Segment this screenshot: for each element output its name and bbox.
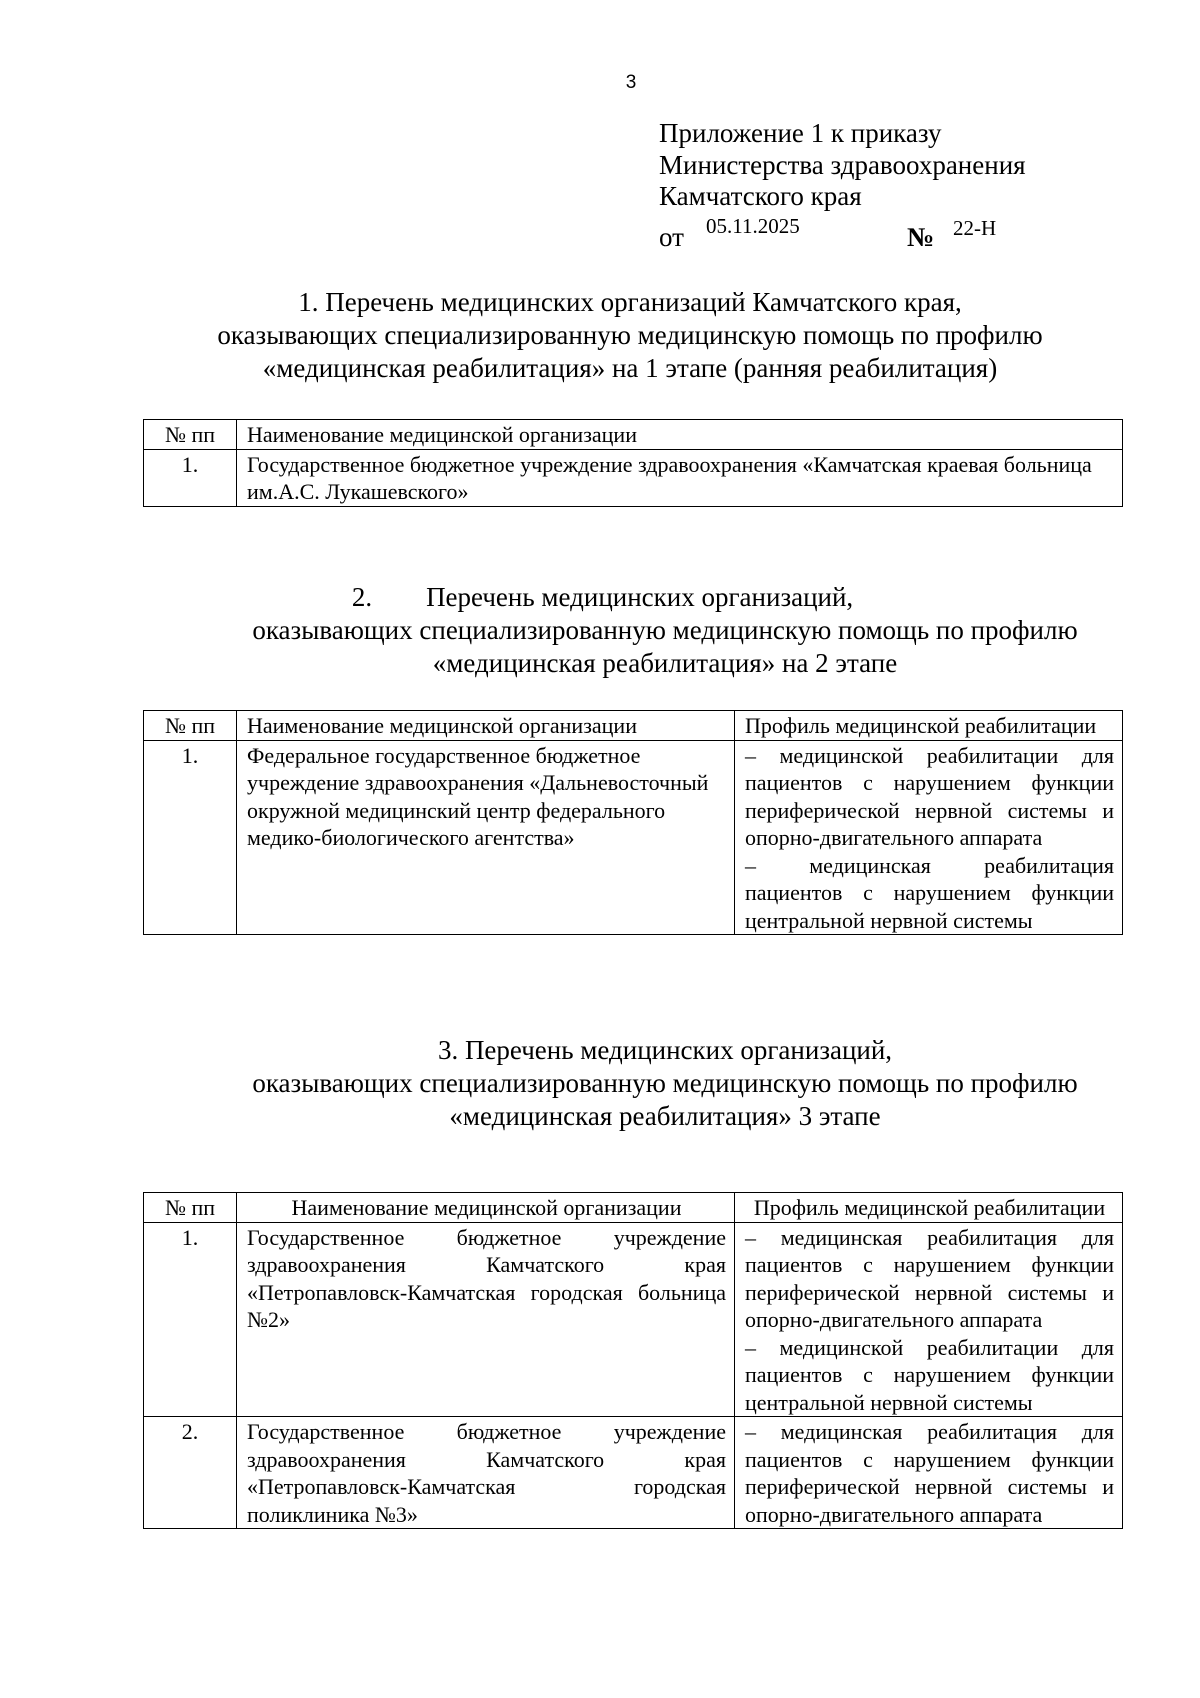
section-3-title-line: оказывающих специализированную медицинскую помощь по профилю — [252, 1068, 1078, 1098]
section-3-title — [220, 1034, 1110, 1133]
header-profile: Профиль медицинской реабилитации — [735, 711, 1123, 741]
table-row — [144, 1222, 1123, 1417]
header-name: Наименование медицинской организации — [237, 711, 735, 741]
row-profile — [735, 1222, 1123, 1417]
appendix-line-1: Приложение 1 к приказу — [659, 118, 942, 148]
header-name: Наименование медицинской организации — [237, 420, 1123, 450]
profile-item: – медицинская реабилитация для пациентов с нарушением функции периферической нервной системы и опорно-двигательного аппарата — [745, 1419, 1114, 1527]
order-number-sign: № — [907, 222, 935, 252]
section-1-title-line: оказывающих специализированную медицинскую помощь по профилю — [217, 320, 1043, 350]
row-profile — [735, 740, 1123, 935]
section-2-title-line: оказывающих специализированную медицинскую помощь по профилю — [252, 615, 1078, 645]
profile-item: – медицинская реабилитация для пациентов с нарушением функции периферической нервной системы и опорно-двигательного аппарата — [745, 1224, 1114, 1332]
profile-item: – медицинской реабилитации для пациентов с нарушением функции периферической нервной системы и опорно-двигательного аппарата — [745, 742, 1114, 850]
table-header-row — [144, 420, 1123, 450]
table-header-row — [144, 1193, 1123, 1223]
order-date: 05.11.2025 — [706, 214, 800, 238]
appendix-header — [659, 118, 1026, 213]
section-3-title-line: «медицинская реабилитация» 3 этапе — [449, 1101, 881, 1131]
section-1-table — [143, 419, 1123, 507]
section-3-title-line: 3. Перечень медицинских организаций, — [437, 1035, 893, 1065]
table-row — [144, 740, 1123, 935]
row-num: 1. — [144, 449, 237, 506]
section-2-table — [143, 710, 1123, 935]
order-from-label: от — [659, 222, 684, 252]
section-1-title-line: 1. Перечень медицинских организаций Камчатского края, — [298, 287, 962, 317]
row-org-name: Государственное бюджетное учреждение здравоохранения Камчатского края «Петропавловск-Камчатская городская поликлиника №3» — [237, 1417, 735, 1529]
row-profile — [735, 1417, 1123, 1529]
row-org-name: Государственное бюджетное учреждение здравоохранения «Камчатская краевая больница им.А.С. Лукашевского» — [237, 449, 1123, 506]
order-date-number — [659, 216, 1059, 250]
row-num: 2. — [144, 1417, 237, 1529]
header-name: Наименование медицинской организации — [237, 1193, 735, 1223]
row-num: 1. — [144, 1222, 237, 1417]
section-2-title-line: «медицинская реабилитация» на 2 этапе — [432, 648, 898, 678]
table-row — [144, 449, 1123, 506]
profile-item: – медицинской реабилитации для пациентов с нарушением функции центральной нервной системы — [745, 1334, 1114, 1415]
section-2-title-line: 2. Перечень медицинских организаций, — [351, 582, 854, 612]
appendix-line-2: Министерства здравоохранения — [659, 149, 1026, 180]
row-org-name: Государственное бюджетное учреждение здравоохранения Камчатского края «Петропавловск-Камчатская городская больница №2» — [237, 1222, 735, 1417]
header-num: № пп — [144, 711, 237, 741]
section-1-title — [150, 286, 1110, 385]
row-num: 1. — [144, 740, 237, 935]
table-row — [144, 1417, 1123, 1529]
table-header-row — [144, 711, 1123, 741]
header-profile: Профиль медицинской реабилитации — [735, 1193, 1123, 1223]
page-number: 3 — [625, 72, 637, 93]
header-num: № пп — [144, 1193, 237, 1223]
order-number: 22-Н — [953, 216, 997, 240]
section-3-table — [143, 1192, 1123, 1529]
section-1-title-line: «медицинская реабилитация» на 1 этапе (ранняя реабилитация) — [262, 353, 998, 383]
section-2-title — [220, 581, 1110, 680]
row-org-name: Федеральное государственное бюджетное учреждение здравоохранения «Дальневосточный окружной медицинский центр федерального медико-биологического агентства» — [237, 740, 735, 935]
header-num: № пп — [144, 420, 237, 450]
appendix-line-3: Камчатского края — [659, 181, 862, 211]
profile-item: – медицинская реабилитация пациентов с нарушением функции центральной нервной системы — [745, 852, 1114, 933]
